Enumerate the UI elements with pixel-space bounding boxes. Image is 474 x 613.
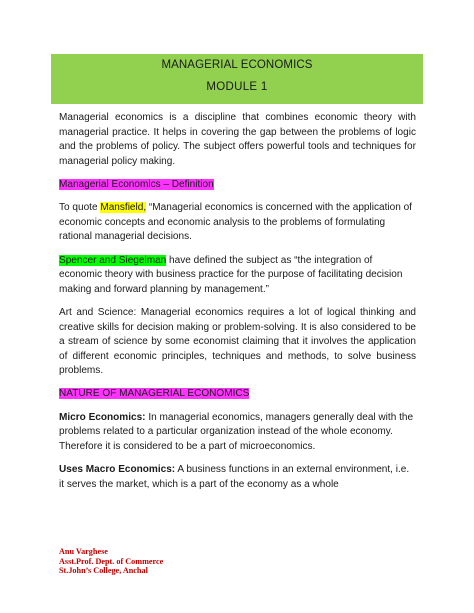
art-science-paragraph: Art and Science: Managerial economics requires a lot of logical thinking and creative skills for decision making or problem-solving. It is also considered to be a stream of science by some economist claiming that it involves the application of different economic principles, techniques and methods, to solve business problems. [59, 306, 416, 377]
mansfield-paragraph [59, 201, 416, 245]
micro-text: In managerial economics, managers generally deal with the problems related to a particular organization instead of the whole economy. Therefore it is considered to be a part of microeconomics. [59, 411, 414, 452]
module-label: MODULE 1 [206, 81, 268, 93]
mansfield-quote: “Managerial economics is concerned with the application of economic concepts and economic analysis to the problems of formulating rational managerial decisions. [59, 202, 412, 243]
macro-paragraph [59, 463, 416, 492]
micro-label: Micro Economics: [59, 411, 146, 423]
macro-label: Uses Macro Economics: [59, 464, 176, 476]
document-title: MANAGERIAL ECONOMICS [161, 59, 313, 71]
author-position: Asst.Prof. Dept. of Commerce [59, 556, 164, 566]
mansfield-prefix: To quote [59, 202, 101, 214]
nature-heading: NATURE OF MANAGERIAL ECONOMICS [59, 388, 250, 400]
intro-paragraph: Managerial economics is a discipline that combines economic theory with managerial practice. It helps in covering the gap between the problems of logic and the problems of policy. The subject offers powerful tools and techniques for managerial policy making. [59, 112, 416, 167]
micro-paragraph [59, 411, 416, 455]
author-name: Anu Varghese [59, 547, 108, 556]
definition-heading-paragraph [59, 178, 416, 193]
spencer-paragraph [59, 254, 416, 298]
author-footer [59, 547, 163, 576]
definition-heading: Managerial Economics – Definition [59, 178, 214, 190]
title-banner [51, 54, 423, 104]
macro-text: A business functions in an external environment, i.e. it serves the market, which is a part of the economy as a whole [59, 464, 410, 490]
author-college: St.John’s College, Anchal [59, 566, 148, 576]
nature-heading-paragraph [59, 387, 416, 402]
mansfield-name: Mansfield, [100, 202, 147, 214]
spencer-quote: have defined the subject as “the integration of economic theory with business practice for the purpose of facilitating decision making and forward planning by management.” [59, 254, 403, 295]
spencer-name: Spencer and Siegelman [59, 254, 167, 266]
document-body [59, 111, 416, 501]
